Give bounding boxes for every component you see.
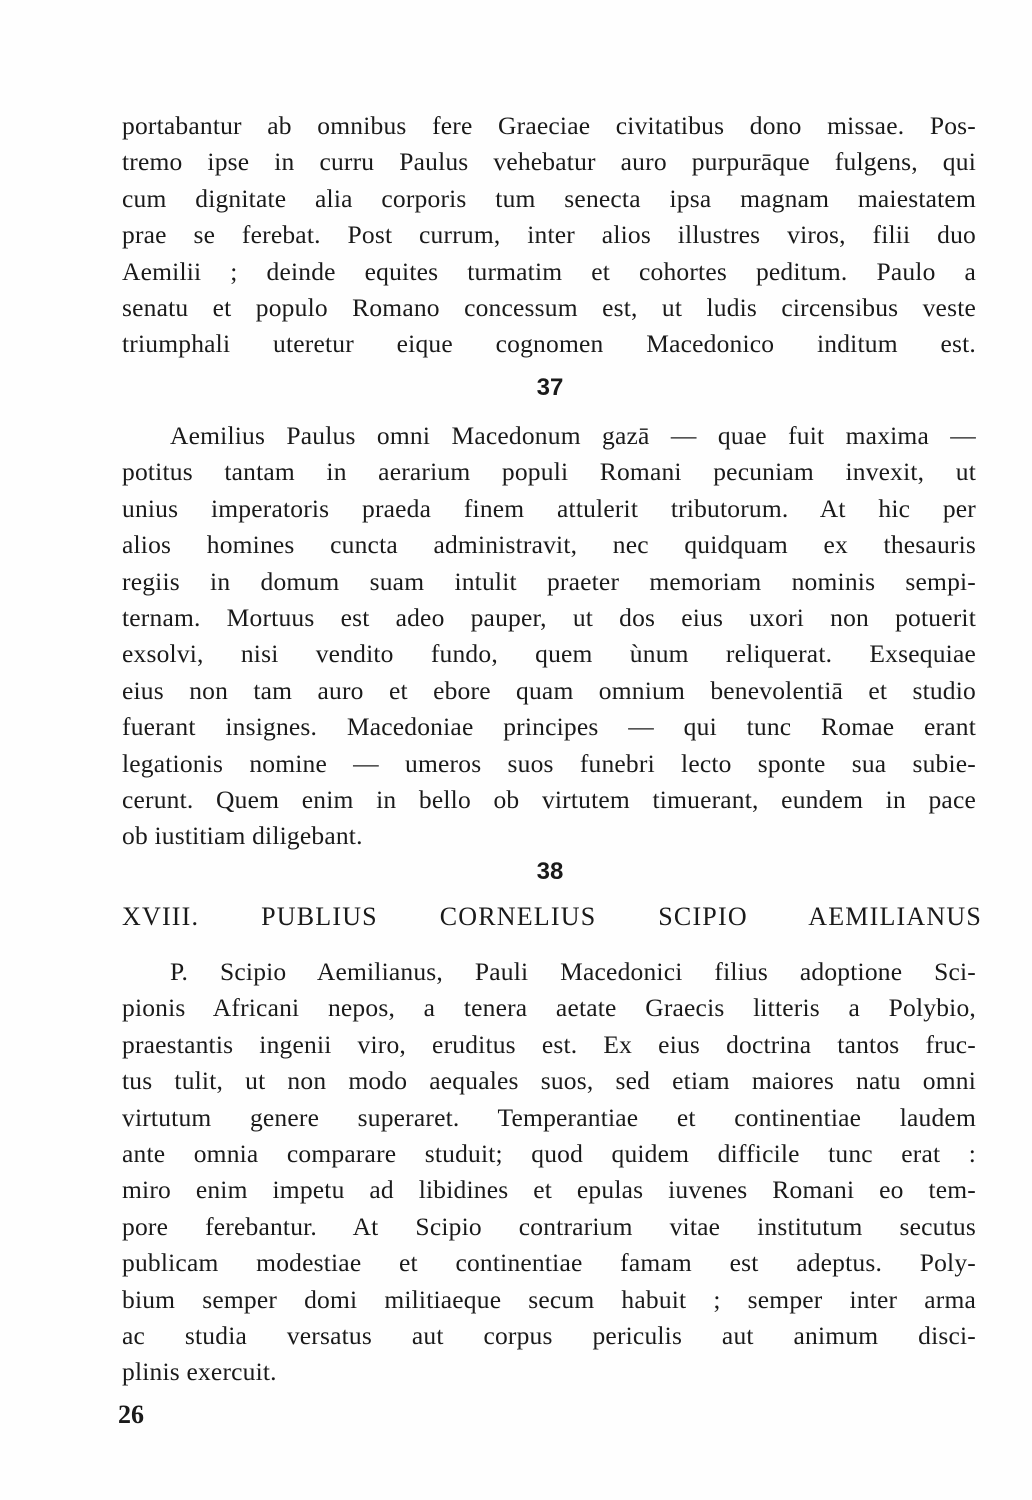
section-number-37: 37 [536,374,564,401]
text-line: legationis nomine — umeros suos funebri lecto sponte sua subie- [122,748,976,778]
text-line: exsolvi, nisi vendito fundo, quem ùnum reliquerat. Exsequiae [122,639,976,669]
text-line: prae se ferebat. Post currum, inter alios illustres viros, filii duo [122,220,976,250]
text-line: potitus tantam in aerarium populi Romani pecuniam invexit, ut [122,457,976,487]
text-line: portabantur ab omnibus fere Graeciae civitatibus dono missae. Pos- [122,111,976,140]
text-line: cum dignitate alia corporis tum senecta ipsa magnam maiestatem [122,183,976,213]
text-line: triumphali uteretur eique cognomen Macedonico inditum est. [122,329,976,359]
text-line: alios homines cuncta administravit, nec quidquam ex thesauris [122,530,976,560]
text-line: Aemilius Paulus omni Macedonum gazā — quae fuit maxima — [170,421,976,450]
text-line: senatu et populo Romano concessum est, ut ludis circensibus veste [122,292,976,322]
text-line: plinis exercuit. [122,1357,277,1387]
text-line: cerunt. Quem enim in bello ob virtutem timuerant, eundem in pace [122,784,976,814]
text-line: P. Scipio Aemilianus, Pauli Macedonici filius adoptione Sci- [170,957,976,986]
text-line: virtutum genere superaret. Temperantiae et continentiae laudem [122,1102,976,1132]
text-line: publicam modestiae et continentiae famam est adeptus. Poly- [122,1248,976,1278]
section-number-38: 38 [536,858,564,885]
text-line: fuerant insignes. Macedoniae principes — qui tunc Romae erant [122,712,976,742]
section-38-text [122,954,976,1391]
paragraph-intro [122,108,976,363]
text-line: pionis Africani nepos, a tenera aetate Graecis litteris a Polybio, [122,993,976,1023]
text-line: regiis in domum suam intulit praeter memoriam nominis sempi- [122,566,976,596]
text-line: ternam. Mortuus est adeo pauper, ut dos eius uxori non potuerit [122,602,976,632]
text-line: praestantis ingenii viro, eruditus est. Ex eius doctrina tantos fruc- [122,1029,976,1059]
chapter-title: XVIII. PUBLIUS CORNELIUS SCIPIO AEMILIANUS [122,902,982,931]
text-line: tus tulit, ut non modo aequales suos, sed etiam maiores natu omni [122,1066,976,1096]
text-line: eius non tam auro et ebore quam omnium benevolentiā et studio [122,675,976,705]
section-37-text [122,418,976,855]
text-line: unius imperatoris praeda finem attulerit tributorum. At hic per [122,493,976,523]
text-line: bium semper domi militiaeque secum habuit ; semper inter arma [122,1284,976,1314]
text-line: ac studia versatus aut corpus periculis aut animum disci- [122,1320,976,1350]
text-line: ante omnia comparare studuit; quod quidem difficile tunc erat : [122,1138,976,1168]
text-line: miro enim impetu ad libidines et epulas iuvenes Romani eo tem- [122,1175,976,1205]
text-line: tremo ipse in curru Paulus vehebatur auro purpurāque fulgens, qui [122,147,976,177]
text-line: ob iustitiam diligebant. [122,821,363,851]
text-line: pore ferebantur. At Scipio contrarium vitae institutum secutus [122,1211,976,1241]
text-line: Aemilii ; deinde equites turmatim et cohortes peditum. Paulo a [122,256,976,286]
page-number: 26 [118,1400,144,1429]
